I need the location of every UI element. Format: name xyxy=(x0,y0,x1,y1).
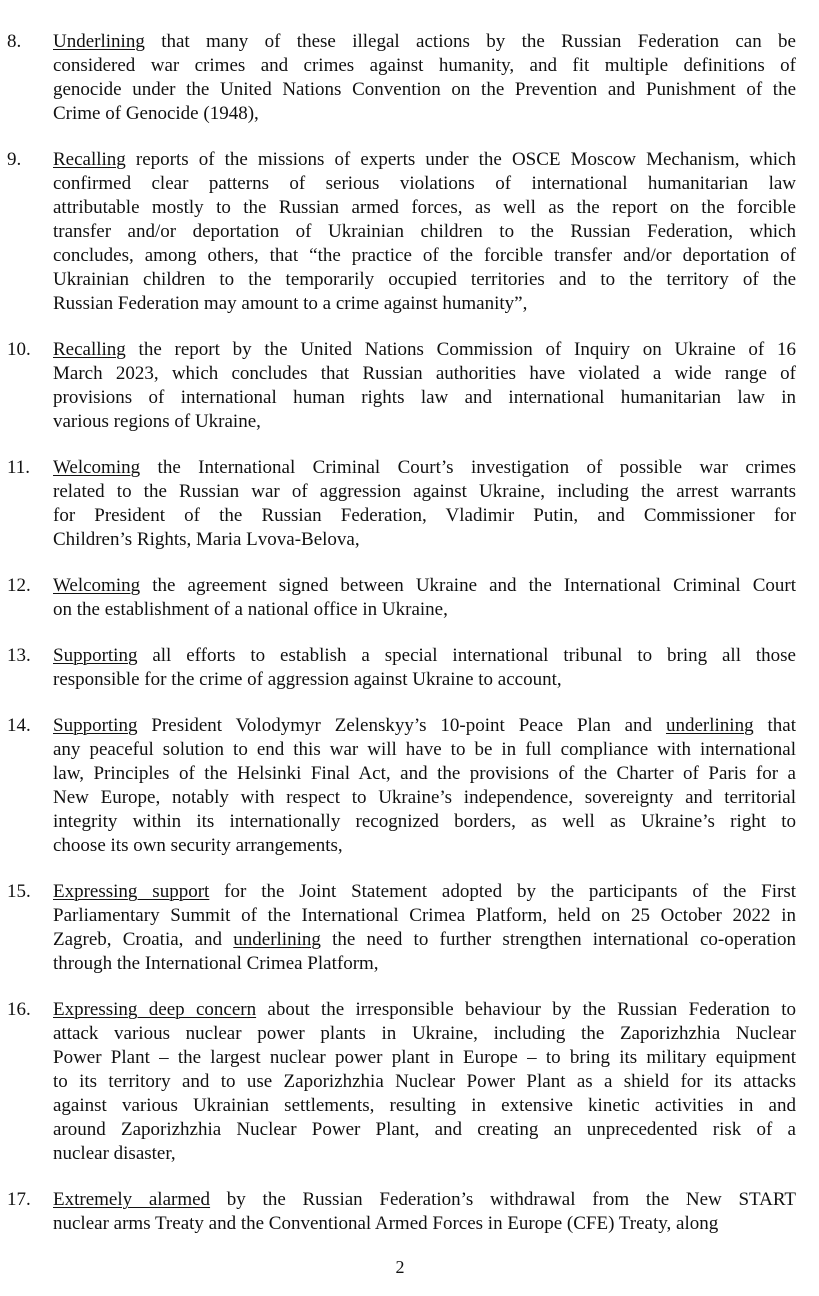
paragraph-number: 16. xyxy=(7,999,31,1020)
paragraph-text: Power Plant – the largest nuclear power plant in Europe – to bring its military equipment xyxy=(53,1047,796,1068)
paragraph-text: on the establishment of a national office in Ukraine, xyxy=(53,599,448,620)
paragraph-text: for the Joint Statement adopted by the participants of the First xyxy=(209,881,796,902)
underlined-lead-phrase: Expressing support xyxy=(53,881,210,902)
paragraph-line xyxy=(53,410,261,434)
paragraph-line xyxy=(53,456,796,480)
paragraph-line xyxy=(53,810,796,834)
paragraph-text: any peaceful solution to end this war will have to be in full compliance with international xyxy=(53,739,796,760)
paragraph-text: integrity within its internationally recognized borders, as well as Ukraine’s right to xyxy=(53,811,796,832)
paragraph-text: that xyxy=(753,715,796,736)
paragraph-text: Children’s Rights, Maria Lvova-Belova, xyxy=(53,529,360,550)
paragraph-text: Zagreb, Croatia, and xyxy=(53,929,234,950)
paragraph-text: Russian Federation may amount to a crime against humanity”, xyxy=(53,293,528,314)
paragraph-text: attributable mostly to the Russian armed forces, as well as the report on the forcible xyxy=(53,197,796,218)
paragraph-text: the agreement signed between Ukraine and the International Criminal Court xyxy=(140,575,796,596)
paragraph-line xyxy=(53,244,796,268)
underlined-lead-phrase: Welcoming xyxy=(53,575,141,596)
paragraph-number: 17. xyxy=(7,1189,31,1210)
paragraph-number: 13. xyxy=(7,645,31,666)
paragraph-number: 10. xyxy=(7,339,31,360)
paragraph-line xyxy=(53,1070,796,1094)
paragraph-line xyxy=(53,292,527,316)
underlined-lead-phrase: Underlining xyxy=(53,31,145,52)
paragraph-line xyxy=(53,928,796,952)
paragraph-text: various regions of Ukraine, xyxy=(53,411,261,432)
paragraph-line xyxy=(53,880,796,904)
paragraph-text: for President of the Russian Federation, Vladimir Putin, and Commissioner for xyxy=(53,505,796,526)
underlined-lead-phrase: Welcoming xyxy=(53,457,141,478)
paragraph-line xyxy=(53,268,796,292)
paragraph-line xyxy=(53,904,796,928)
paragraph-line xyxy=(53,30,796,54)
paragraph-line xyxy=(53,386,796,410)
paragraph-line xyxy=(53,528,360,552)
paragraph-text: Ukrainian children to the temporarily occupied territories and to the territory of the xyxy=(53,269,796,290)
paragraph-number: 9. xyxy=(7,149,22,170)
paragraph-text: responsible for the crime of aggression against Ukraine to account, xyxy=(53,669,562,690)
paragraph-line xyxy=(53,834,343,858)
paragraph-text: confirmed clear patterns of serious violations of international humanitarian law xyxy=(53,173,796,194)
paragraph-text: provisions of international human rights law and international humanitarian law in xyxy=(53,387,796,408)
paragraph-text: about the irresponsible behaviour by the Russian Federation to xyxy=(256,999,796,1020)
paragraph-line xyxy=(53,574,796,598)
paragraph-text: the need to further strengthen international co-operation xyxy=(320,929,797,950)
paragraph-line xyxy=(53,78,796,102)
underlined-lead-phrase: Expressing deep concern xyxy=(53,999,257,1020)
paragraph-text: nuclear arms Treaty and the Conventional Armed Forces in Europe (CFE) Treaty, along xyxy=(53,1213,719,1234)
page-number: 2 xyxy=(395,1257,405,1277)
paragraph-line xyxy=(53,362,796,386)
paragraph-text: Parliamentary Summit of the International Crimea Platform, held on 25 October 2022 in xyxy=(53,905,796,926)
paragraph-line xyxy=(53,1094,796,1118)
paragraph-text: choose its own security arrangements, xyxy=(53,835,343,856)
underlined-lead-phrase: Recalling xyxy=(53,149,126,170)
paragraph-text: around Zaporizhzhia Nuclear Power Plant, and creating an unprecedented risk of a xyxy=(53,1119,796,1140)
paragraph-line xyxy=(53,1142,176,1166)
paragraph-text: all efforts to establish a special international tribunal to bring all those xyxy=(137,645,796,666)
paragraph-number: 15. xyxy=(7,881,31,902)
paragraph-number: 14. xyxy=(7,715,31,736)
paragraph-text: nuclear disaster, xyxy=(53,1143,176,1164)
paragraph-text: Crime of Genocide (1948), xyxy=(53,103,259,124)
paragraph-number: 12. xyxy=(7,575,31,596)
paragraph-text: New Europe, notably with respect to Ukraine’s independence, sovereignty and territorial xyxy=(53,787,796,808)
paragraph-line xyxy=(53,338,796,362)
paragraph-line xyxy=(53,668,562,692)
paragraph-text: genocide under the United Nations Convention on the Prevention and Punishment of the xyxy=(53,79,796,100)
paragraph-line xyxy=(53,54,796,78)
paragraph-line xyxy=(53,220,796,244)
paragraph-line xyxy=(53,762,796,786)
paragraph-number: 11. xyxy=(7,457,31,478)
paragraph-line xyxy=(53,504,796,528)
paragraph-line xyxy=(53,998,796,1022)
paragraph-text: against various Ukrainian settlements, resulting in extensive kinetic activities in and xyxy=(53,1095,796,1116)
underlined-lead-phrase: Supporting xyxy=(53,645,138,666)
paragraph-text: related to the Russian war of aggression against Ukraine, including the arrest warrants xyxy=(53,481,796,502)
paragraph-line xyxy=(53,786,796,810)
paragraph-line xyxy=(53,1188,796,1212)
paragraph-line xyxy=(53,1022,796,1046)
paragraph-text: the report by the United Nations Commission of Inquiry on Ukraine of 16 xyxy=(125,339,796,360)
paragraph-text: attack various nuclear power plants in Ukraine, including the Zaporizhzhia Nuclear xyxy=(53,1023,796,1044)
paragraph-text: through the International Crimea Platform, xyxy=(53,953,379,974)
paragraph-text: to its territory and to use Zaporizhzhia Nuclear Power Plant as a shield for its attacks xyxy=(53,1071,796,1092)
paragraph-line xyxy=(53,644,796,668)
paragraph-text: transfer and/or deportation of Ukrainian children to the Russian Federation, which xyxy=(53,221,796,242)
paragraph-text: considered war crimes and crimes against humanity, and fit multiple definitions of xyxy=(53,55,796,76)
paragraph-line xyxy=(53,738,796,762)
underlined-lead-phrase: underlining xyxy=(233,929,321,950)
paragraph-text: March 2023, which concludes that Russian authorities have violated a wide range of xyxy=(53,363,796,384)
paragraph-line xyxy=(53,1118,796,1142)
paragraph-line xyxy=(53,1046,796,1070)
underlined-lead-phrase: Extremely alarmed xyxy=(53,1189,211,1210)
paragraph-line xyxy=(53,1212,718,1236)
paragraph-line xyxy=(53,480,796,504)
paragraph-text: reports of the missions of experts under the OSCE Moscow Mechanism, which xyxy=(125,149,796,170)
paragraph-line xyxy=(53,196,796,220)
paragraph-text: President Volodymyr Zelenskyy’s 10-point Peace Plan and xyxy=(137,715,666,736)
paragraph-text: law, Principles of the Helsinki Final Act, and the provisions of the Charter of Paris for a xyxy=(53,763,796,784)
paragraph-number: 8. xyxy=(7,31,22,52)
paragraph-text: by the Russian Federation’s withdrawal from the New START xyxy=(210,1189,796,1210)
underlined-lead-phrase: underlining xyxy=(665,715,754,736)
paragraph-line xyxy=(53,598,448,622)
paragraph-line xyxy=(53,714,796,738)
paragraph-line xyxy=(53,102,259,126)
paragraph-text: the International Criminal Court’s investigation of possible war crimes xyxy=(140,457,796,478)
underlined-lead-phrase: Recalling xyxy=(53,339,126,360)
paragraph-text: that many of these illegal actions by the Russian Federation can be xyxy=(144,31,796,52)
paragraph-line xyxy=(53,172,796,196)
paragraph-line xyxy=(53,148,796,172)
paragraph-text: concludes, among others, that “the practice of the forcible transfer and/or deportation of xyxy=(53,245,796,266)
paragraph-line xyxy=(53,952,379,976)
underlined-lead-phrase: Supporting xyxy=(53,715,138,736)
